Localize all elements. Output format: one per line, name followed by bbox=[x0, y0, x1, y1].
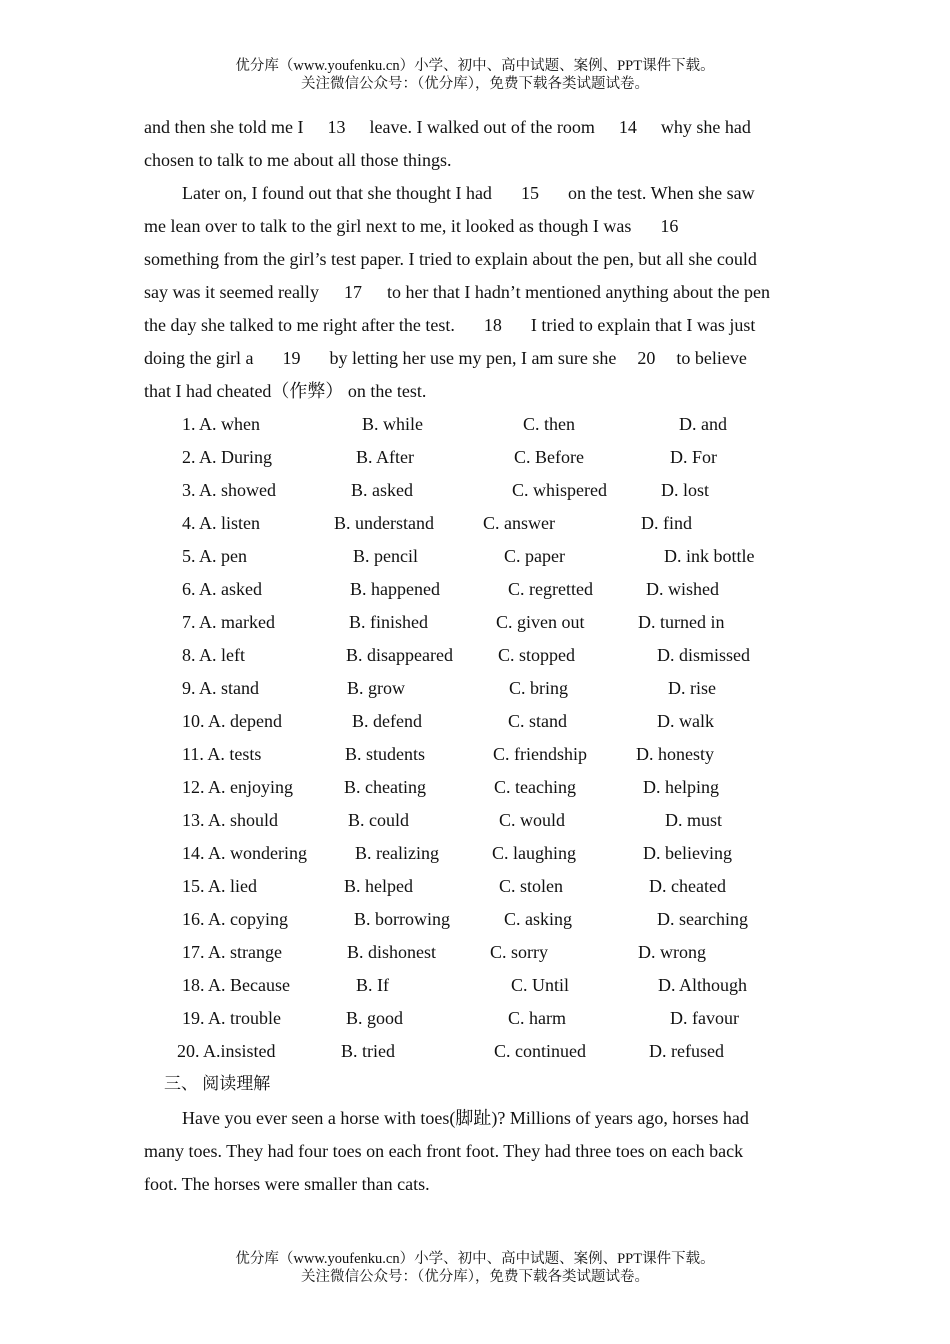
passage-text: Later on, I found out that she thought I had bbox=[182, 183, 492, 203]
option-2-d: D. For bbox=[670, 447, 718, 467]
passage-line: that I had cheated（作弊） on the test. bbox=[144, 381, 427, 401]
option-15-a: 15. A. lied bbox=[182, 876, 257, 896]
option-11-d: D. honesty bbox=[636, 744, 714, 764]
blank-number: 14 bbox=[618, 117, 637, 137]
option-17-d: D. wrong bbox=[638, 942, 706, 962]
option-16-d: D. searching bbox=[657, 909, 748, 929]
option-4-b: B. understand bbox=[334, 513, 434, 533]
option-5-c: C. paper bbox=[504, 546, 565, 566]
option-10-a: 10. A. depend bbox=[182, 711, 282, 731]
option-2-a: 2. A. During bbox=[182, 447, 272, 467]
option-10-b: B. defend bbox=[352, 711, 422, 731]
option-18-d: D. Although bbox=[658, 975, 748, 995]
option-3-a: 3. A. showed bbox=[182, 480, 276, 500]
reading-line: foot. The horses were smaller than cats. bbox=[144, 1174, 430, 1194]
option-20-d: D. refused bbox=[649, 1041, 724, 1061]
option-7-c: C. given out bbox=[496, 612, 585, 632]
passage-text: to believe bbox=[676, 348, 747, 368]
option-6-c: C. regretted bbox=[508, 579, 593, 599]
passage-text: on the test. When she saw bbox=[567, 183, 755, 203]
option-12-a: 12. A. enjoying bbox=[182, 777, 293, 797]
option-5-d: D. ink bottle bbox=[664, 546, 755, 566]
option-1-a: 1. A. when bbox=[182, 414, 260, 434]
passage-text: by letting her use my pen, I am sure she bbox=[329, 348, 617, 368]
page-footer bbox=[0, 1250, 950, 1286]
page-header bbox=[0, 57, 950, 93]
option-9-c: C. bring bbox=[509, 678, 569, 698]
option-1-c: C. then bbox=[523, 414, 575, 434]
header-line-1: 优分库（www.youfenku.cn）小学、初中、高中试题、案例、PPT课件下载。 bbox=[235, 58, 715, 74]
option-4-c: C. answer bbox=[483, 513, 555, 533]
option-19-a: 19. A. trouble bbox=[182, 1008, 281, 1028]
header-line-2: 关注微信公众号：（优分库），免费下载各类试题试卷。 bbox=[301, 76, 649, 92]
option-19-d: D. favour bbox=[670, 1008, 739, 1028]
option-9-b: B. grow bbox=[347, 678, 405, 698]
reading-line: many toes. They had four toes on each front foot. They had three toes on each back bbox=[144, 1141, 744, 1161]
footer-line-1: 优分库（www.youfenku.cn）小学、初中、高中试题、案例、PPT课件下载。 bbox=[235, 1251, 715, 1267]
option-15-b: B. helped bbox=[344, 876, 413, 896]
option-14-a: 14. A. wondering bbox=[182, 843, 307, 863]
option-1-d: D. and bbox=[679, 414, 727, 434]
reading-line: Have you ever seen a horse with toes(脚趾)? Millions of years ago, horses had bbox=[182, 1108, 749, 1128]
option-13-d: D. must bbox=[665, 810, 723, 830]
passage-line bbox=[144, 314, 755, 336]
option-16-b: B. borrowing bbox=[354, 909, 450, 929]
option-8-a: 8. A. left bbox=[182, 645, 245, 665]
option-3-b: B. asked bbox=[351, 480, 413, 500]
option-13-a: 13. A. should bbox=[182, 810, 279, 830]
option-10-c: C. stand bbox=[508, 711, 568, 731]
blank-number: 20 bbox=[637, 348, 656, 368]
section-title: 三、 阅读理解 bbox=[164, 1074, 271, 1093]
passage-text: say was it seemed really bbox=[144, 282, 319, 302]
option-11-b: B. students bbox=[345, 744, 426, 764]
option-6-a: 6. A. asked bbox=[182, 579, 262, 599]
blank-number: 19 bbox=[282, 348, 301, 368]
passage-line bbox=[144, 116, 751, 138]
option-16-c: C. asking bbox=[504, 909, 573, 929]
blank-number: 16 bbox=[660, 216, 679, 236]
option-15-d: D. cheated bbox=[649, 876, 726, 896]
passage-line bbox=[144, 281, 770, 303]
option-15-c: C. stolen bbox=[499, 876, 564, 896]
passage-line bbox=[144, 347, 747, 369]
option-8-d: D. dismissed bbox=[657, 645, 751, 665]
option-5-a: 5. A. pen bbox=[182, 546, 247, 566]
option-20-a: 20. A.insisted bbox=[177, 1041, 276, 1061]
option-9-a: 9. A. stand bbox=[182, 678, 260, 698]
option-4-a: 4. A. listen bbox=[182, 513, 261, 533]
option-12-c: C. teaching bbox=[494, 777, 576, 797]
option-8-b: B. disappeared bbox=[346, 645, 453, 665]
option-7-d: D. turned in bbox=[638, 612, 725, 632]
passage-text: to her that I hadn’t mentioned anything about the pen bbox=[386, 282, 771, 302]
option-20-c: C. continued bbox=[494, 1041, 586, 1061]
passage-text: and then she told me I bbox=[144, 117, 304, 137]
option-18-b: B. If bbox=[356, 975, 389, 995]
option-13-b: B. could bbox=[348, 810, 409, 830]
option-18-a: 18. A. Because bbox=[182, 975, 290, 995]
option-9-d: D. rise bbox=[668, 678, 716, 698]
option-14-d: D. believing bbox=[643, 843, 732, 863]
option-17-a: 17. A. strange bbox=[182, 942, 282, 962]
option-4-d: D. find bbox=[641, 513, 692, 533]
option-12-b: B. cheating bbox=[344, 777, 426, 797]
option-19-c: C. harm bbox=[508, 1008, 566, 1028]
option-1-b: B. while bbox=[362, 414, 423, 434]
option-8-c: C. stopped bbox=[498, 645, 576, 665]
option-10-d: D. walk bbox=[657, 711, 714, 731]
option-3-d: D. lost bbox=[661, 480, 710, 500]
passage-text: doing the girl a bbox=[144, 348, 254, 368]
option-7-a: 7. A. marked bbox=[182, 612, 275, 632]
option-11-c: C. friendship bbox=[493, 744, 587, 764]
passage-line: chosen to talk to me about all those things. bbox=[144, 150, 452, 170]
blank-number: 18 bbox=[483, 315, 502, 335]
option-20-b: B. tried bbox=[341, 1041, 395, 1061]
passage-text: I tried to explain that I was just bbox=[530, 315, 756, 335]
option-11-a: 11. A. tests bbox=[182, 744, 262, 764]
option-2-c: C. Before bbox=[514, 447, 584, 467]
passage-text: the day she talked to me right after the test. bbox=[144, 315, 455, 335]
option-16-a: 16. A. copying bbox=[182, 909, 288, 929]
passage-text: why she had bbox=[660, 117, 751, 137]
footer-line-2: 关注微信公众号：（优分库），免费下载各类试题试卷。 bbox=[301, 1269, 649, 1285]
passage-line bbox=[182, 182, 755, 204]
option-18-c: C. Until bbox=[511, 975, 570, 995]
option-6-d: D. wished bbox=[646, 579, 719, 599]
option-17-b: B. dishonest bbox=[347, 942, 437, 962]
option-12-d: D. helping bbox=[643, 777, 719, 797]
option-6-b: B. happened bbox=[350, 579, 440, 599]
blank-number: 13 bbox=[327, 117, 346, 137]
passage-line: something from the girl’s test paper. I tried to explain about the pen, but all she could bbox=[144, 249, 757, 269]
option-14-c: C. laughing bbox=[492, 843, 576, 863]
passage-text: leave. I walked out of the room bbox=[369, 117, 595, 137]
passage-text: me lean over to talk to the girl next to me, it looked as though I was bbox=[144, 216, 632, 236]
option-5-b: B. pencil bbox=[353, 546, 418, 566]
option-2-b: B. After bbox=[356, 447, 414, 467]
blank-number: 15 bbox=[520, 183, 539, 203]
option-7-b: B. finished bbox=[349, 612, 428, 632]
option-14-b: B. realizing bbox=[355, 843, 439, 863]
option-17-c: C. sorry bbox=[490, 942, 548, 962]
option-3-c: C. whispered bbox=[512, 480, 607, 500]
blank-number: 17 bbox=[343, 282, 362, 302]
option-13-c: C. would bbox=[499, 810, 566, 830]
passage-line bbox=[144, 215, 707, 237]
option-19-b: B. good bbox=[346, 1008, 404, 1028]
